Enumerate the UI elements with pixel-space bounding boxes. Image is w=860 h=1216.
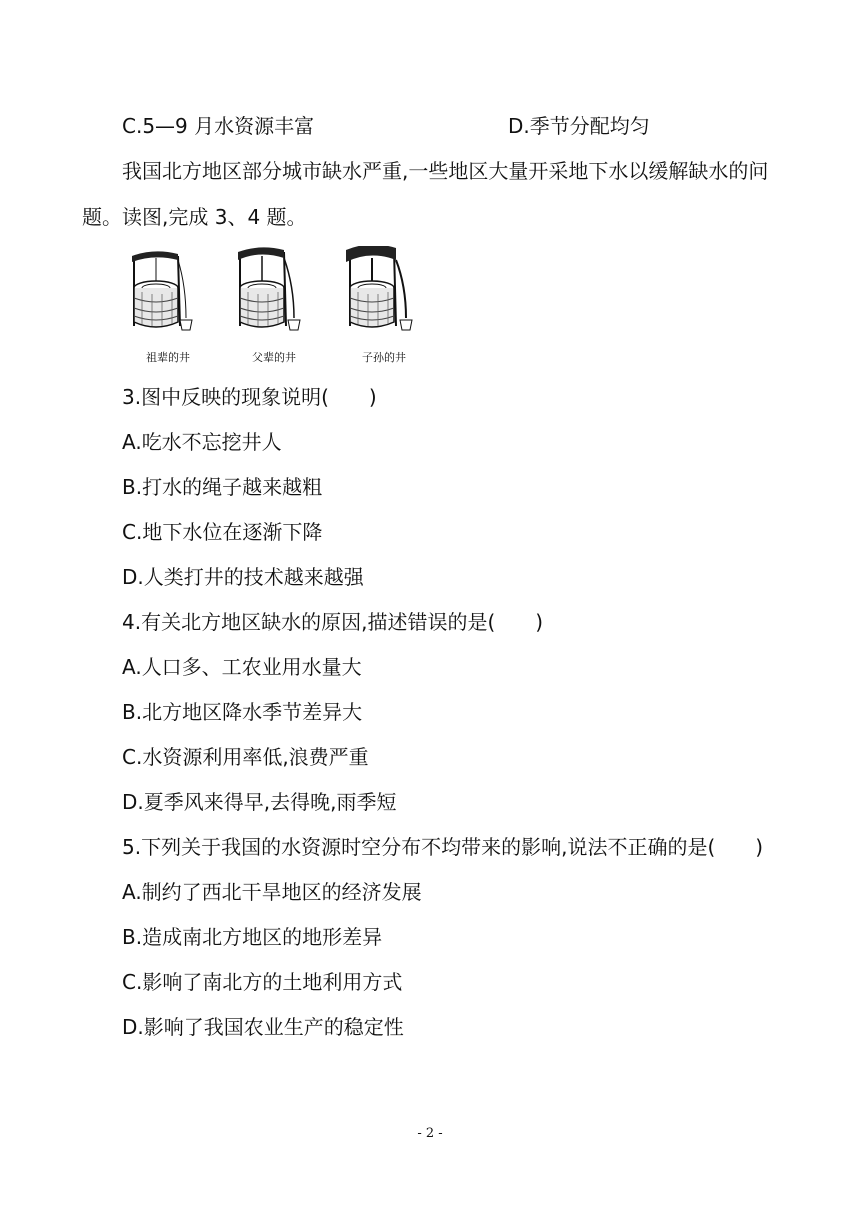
well-illustration <box>234 246 314 350</box>
well-grandparents <box>128 246 208 370</box>
well-illustration <box>344 246 424 350</box>
q3-option-d: D.人类打井的技术越来越强 <box>122 565 364 589</box>
q5-option-c: C.影响了南北方的土地利用方式 <box>122 970 403 994</box>
q4-option-b: B.北方地区降水季节差异大 <box>122 700 363 724</box>
q4-option-a: A.人口多、工农业用水量大 <box>122 655 362 679</box>
well-caption-1: 祖辈的井 <box>146 351 190 364</box>
well-descendants <box>344 246 424 370</box>
well-caption-2: 父辈的井 <box>252 351 296 364</box>
q3-option-c: C.地下水位在逐渐下降 <box>122 520 323 544</box>
q5-option-d: D.影响了我国农业生产的稳定性 <box>122 1015 404 1039</box>
well-caption-3: 子孙的井 <box>362 351 406 364</box>
intro-line-1: 我国北方地区部分城市缺水严重,一些地区大量开采地下水以缓解缺水的问 <box>122 159 769 183</box>
q3-option-b: B.打水的绳子越来越粗 <box>122 475 323 499</box>
q3-stem: 3.图中反映的现象说明( ) <box>122 385 377 409</box>
q5-stem: 5.下列关于我国的水资源时空分布不均带来的影响,说法不正确的是( ) <box>122 835 764 859</box>
intro-line-2: 题。读图,完成 3、4 题。 <box>82 205 307 229</box>
q2-options-row <box>122 112 650 140</box>
q5-option-a: A.制约了西北干旱地区的经济发展 <box>122 880 422 904</box>
q4-option-d: D.夏季风来得早,去得晚,雨季短 <box>122 790 397 814</box>
well-illustration <box>128 246 208 350</box>
q3-option-a: A.吃水不忘挖井人 <box>122 430 282 454</box>
q5-option-b: B.造成南北方地区的地形差异 <box>122 925 383 949</box>
well-parents <box>234 246 314 370</box>
q2-option-c: C.5—9 月水资源丰富 <box>122 114 315 138</box>
wells-figure <box>122 246 422 370</box>
q4-option-c: C.水资源利用率低,浪费严重 <box>122 745 369 769</box>
page-number: - 2 - <box>417 1126 443 1141</box>
q2-option-d: D.季节分配均匀 <box>508 114 650 138</box>
q4-stem: 4.有关北方地区缺水的原因,描述错误的是( ) <box>122 610 544 634</box>
